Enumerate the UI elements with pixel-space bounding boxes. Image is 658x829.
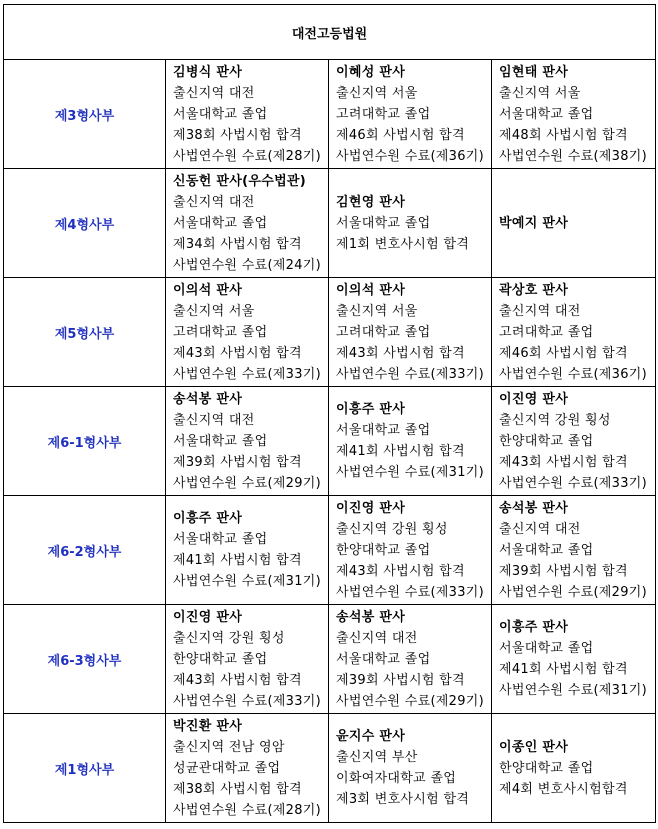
judge-detail: 사법연수원 수료(제38기) bbox=[499, 148, 648, 164]
judge-detail: 제43회 사법시험 합격 bbox=[173, 345, 302, 361]
judge-name: 곽상호 판사 bbox=[499, 282, 569, 298]
judge-detail: 한양대학교 졸업 bbox=[173, 651, 268, 667]
judge-detail: 사법연수원 수료(제29기) bbox=[173, 475, 322, 491]
judge-detail: 고려대학교 졸업 bbox=[173, 324, 268, 340]
judge-detail: 제41회 사법시험 합격 bbox=[336, 444, 465, 459]
division-row bbox=[4, 278, 656, 387]
judge-name: 이의석 판사 bbox=[173, 282, 243, 298]
judge-detail: 사법연수원 수료(제24기) bbox=[173, 257, 322, 273]
judge-detail: 출신지역 서울 bbox=[173, 303, 255, 319]
judge-detail: 서울대학교 졸업 bbox=[336, 423, 431, 438]
judge-detail: 출신지역 강원 횡성 bbox=[173, 630, 285, 646]
judge-name: 이흥주 판사 bbox=[336, 402, 406, 417]
judge-detail: 서울대학교 졸업 bbox=[173, 215, 268, 231]
judge-cell bbox=[492, 169, 656, 278]
judge-detail: 출신지역 대전 bbox=[499, 303, 581, 319]
judge-cell bbox=[329, 714, 492, 823]
judge-detail: 서울대학교 졸업 bbox=[173, 433, 268, 449]
judge-detail: 사법연수원 수료(제33기) bbox=[499, 475, 648, 491]
judge-name: 박진환 판사 bbox=[173, 718, 243, 734]
judge-detail: 사법연수원 수료(제31기) bbox=[173, 574, 322, 589]
judge-detail: 서울대학교 졸업 bbox=[499, 542, 594, 558]
judge-detail: 사법연수원 수료(제29기) bbox=[499, 584, 648, 600]
judge-detail: 제38회 사법시험 합격 bbox=[173, 781, 302, 797]
judge-name: 김현영 판사 bbox=[336, 194, 406, 210]
judge-detail: 출신지역 대전 bbox=[173, 85, 255, 101]
judge-cell bbox=[492, 605, 656, 714]
judge-detail: 출신지역 대전 bbox=[499, 521, 581, 537]
judge-cell bbox=[166, 278, 329, 387]
judge-cell bbox=[166, 60, 329, 169]
judge-name: 송석봉 판사 bbox=[336, 609, 406, 625]
division-name: 제5형사부 bbox=[4, 278, 166, 387]
judge-detail: 제43회 사법시험 합격 bbox=[173, 672, 302, 688]
judge-detail: 서울대학교 졸업 bbox=[499, 641, 594, 656]
judge-detail: 사법연수원 수료(제33기) bbox=[173, 693, 322, 709]
judge-cell bbox=[492, 387, 656, 496]
judge-name: 이흥주 판사 bbox=[173, 511, 243, 526]
judge-detail: 서울대학교 졸업 bbox=[173, 106, 268, 122]
judge-detail: 사법연수원 수료(제31기) bbox=[499, 683, 648, 698]
judge-detail: 제46회 사법시험 합격 bbox=[499, 345, 628, 361]
judge-detail: 서울대학교 졸업 bbox=[336, 651, 431, 667]
judge-detail: 서울대학교 졸업 bbox=[499, 106, 594, 122]
judge-detail: 서울대학교 졸업 bbox=[173, 532, 268, 547]
judge-detail: 출신지역 서울 bbox=[499, 85, 581, 101]
judge-detail: 출신지역 서울 bbox=[336, 303, 418, 319]
judge-detail: 출신지역 전남 영암 bbox=[173, 739, 285, 755]
judge-name: 이흥주 판사 bbox=[499, 620, 569, 635]
judge-detail: 출신지역 대전 bbox=[336, 630, 418, 646]
judge-detail: 출신지역 부산 bbox=[336, 750, 418, 765]
judge-cell bbox=[329, 387, 492, 496]
judge-detail: 고려대학교 졸업 bbox=[336, 106, 431, 122]
judge-name: 이의석 판사 bbox=[336, 282, 406, 298]
division-row bbox=[4, 387, 656, 496]
judge-cell bbox=[329, 278, 492, 387]
division-name: 제6-1형사부 bbox=[4, 387, 166, 496]
judge-cell bbox=[492, 714, 656, 823]
judge-detail: 고려대학교 졸업 bbox=[336, 324, 431, 340]
judge-detail: 사법연수원 수료(제31기) bbox=[336, 465, 485, 480]
judge-detail: 제39회 사법시험 합격 bbox=[499, 563, 628, 579]
judge-detail: 제43회 사법시험 합격 bbox=[336, 563, 465, 579]
judge-cell bbox=[166, 169, 329, 278]
judge-cell bbox=[166, 496, 329, 605]
division-name: 제4형사부 bbox=[4, 169, 166, 278]
judge-cell bbox=[492, 496, 656, 605]
judge-name: 이진영 판사 bbox=[173, 609, 243, 625]
division-row bbox=[4, 60, 656, 169]
division-name: 제6-2형사부 bbox=[4, 496, 166, 605]
judge-name: 송석봉 판사 bbox=[499, 500, 569, 516]
judge-detail: 이화여자대학교 졸업 bbox=[336, 771, 457, 786]
division-row bbox=[4, 714, 656, 823]
division-row bbox=[4, 169, 656, 278]
judge-detail: 한양대학교 졸업 bbox=[336, 542, 431, 558]
judge-name: 김병식 판사 bbox=[173, 64, 243, 80]
judge-detail: 출신지역 강원 횡성 bbox=[499, 412, 611, 428]
judge-detail: 사법연수원 수료(제33기) bbox=[336, 584, 485, 600]
judge-detail: 제34회 사법시험 합격 bbox=[173, 236, 302, 252]
judge-detail: 제43회 사법시험 합격 bbox=[499, 454, 628, 470]
judge-detail: 출신지역 대전 bbox=[173, 194, 255, 210]
judge-name: 송석봉 판사 bbox=[173, 391, 243, 407]
division-name: 제6-3형사부 bbox=[4, 605, 166, 714]
judge-detail: 성균관대학교 졸업 bbox=[173, 760, 281, 776]
judge-detail: 서울대학교 졸업 bbox=[336, 215, 431, 231]
judge-detail: 사법연수원 수료(제33기) bbox=[336, 366, 485, 382]
judge-detail: 출신지역 대전 bbox=[173, 412, 255, 428]
court-title: 대전고등법원 bbox=[4, 5, 656, 60]
judge-detail: 한양대학교 졸업 bbox=[499, 760, 594, 776]
judge-detail: 사법연수원 수료(제28기) bbox=[173, 148, 322, 164]
judge-name: 이혜성 판사 bbox=[336, 64, 406, 80]
judge-detail: 제43회 사법시험 합격 bbox=[336, 345, 465, 361]
judge-cell bbox=[492, 278, 656, 387]
judge-name: 박예지 판사 bbox=[499, 215, 569, 231]
judge-name: 신동헌 판사(우수법관) bbox=[173, 173, 307, 189]
judge-cell bbox=[329, 169, 492, 278]
court-roster-table bbox=[3, 4, 656, 823]
judge-detail: 고려대학교 졸업 bbox=[499, 324, 594, 340]
judge-detail: 제39회 사법시험 합격 bbox=[173, 454, 302, 470]
judge-detail: 제46회 사법시험 합격 bbox=[336, 127, 465, 143]
judge-detail: 제41회 사법시험 합격 bbox=[499, 662, 628, 677]
judge-detail: 제3회 변호사시험 합격 bbox=[336, 792, 470, 807]
judge-detail: 제48회 사법시험 합격 bbox=[499, 127, 628, 143]
judge-name: 임현태 판사 bbox=[499, 64, 569, 80]
division-name: 제1형사부 bbox=[4, 714, 166, 823]
judge-detail: 사법연수원 수료(제28기) bbox=[173, 802, 322, 818]
judge-detail: 사법연수원 수료(제36기) bbox=[499, 366, 648, 382]
judge-cell bbox=[166, 387, 329, 496]
judge-cell bbox=[166, 714, 329, 823]
judge-detail: 사법연수원 수료(제36기) bbox=[336, 148, 485, 164]
judge-detail: 제39회 사법시험 합격 bbox=[336, 672, 465, 688]
judge-detail: 제1회 변호사시험 합격 bbox=[336, 236, 470, 252]
judge-detail: 한양대학교 졸업 bbox=[499, 433, 594, 449]
judge-detail: 제38회 사법시험 합격 bbox=[173, 127, 302, 143]
judge-cell bbox=[166, 605, 329, 714]
judge-detail: 출신지역 서울 bbox=[336, 85, 418, 101]
judge-cell bbox=[492, 60, 656, 169]
judge-detail: 제41회 사법시험 합격 bbox=[173, 553, 302, 568]
division-name: 제3형사부 bbox=[4, 60, 166, 169]
judge-detail: 제4회 변호사시험합격 bbox=[499, 781, 628, 797]
judge-name: 이진영 판사 bbox=[499, 391, 569, 407]
judge-detail: 사법연수원 수료(제29기) bbox=[336, 693, 485, 709]
judge-detail: 출신지역 강원 횡성 bbox=[336, 521, 448, 537]
judge-name: 이진영 판사 bbox=[336, 500, 406, 516]
judge-name: 윤지수 판사 bbox=[336, 729, 406, 744]
judge-cell bbox=[329, 60, 492, 169]
division-row bbox=[4, 605, 656, 714]
judge-detail: 사법연수원 수료(제33기) bbox=[173, 366, 322, 382]
judge-name: 이종인 판사 bbox=[499, 739, 569, 755]
judge-cell bbox=[329, 496, 492, 605]
division-row bbox=[4, 496, 656, 605]
judge-cell bbox=[329, 605, 492, 714]
